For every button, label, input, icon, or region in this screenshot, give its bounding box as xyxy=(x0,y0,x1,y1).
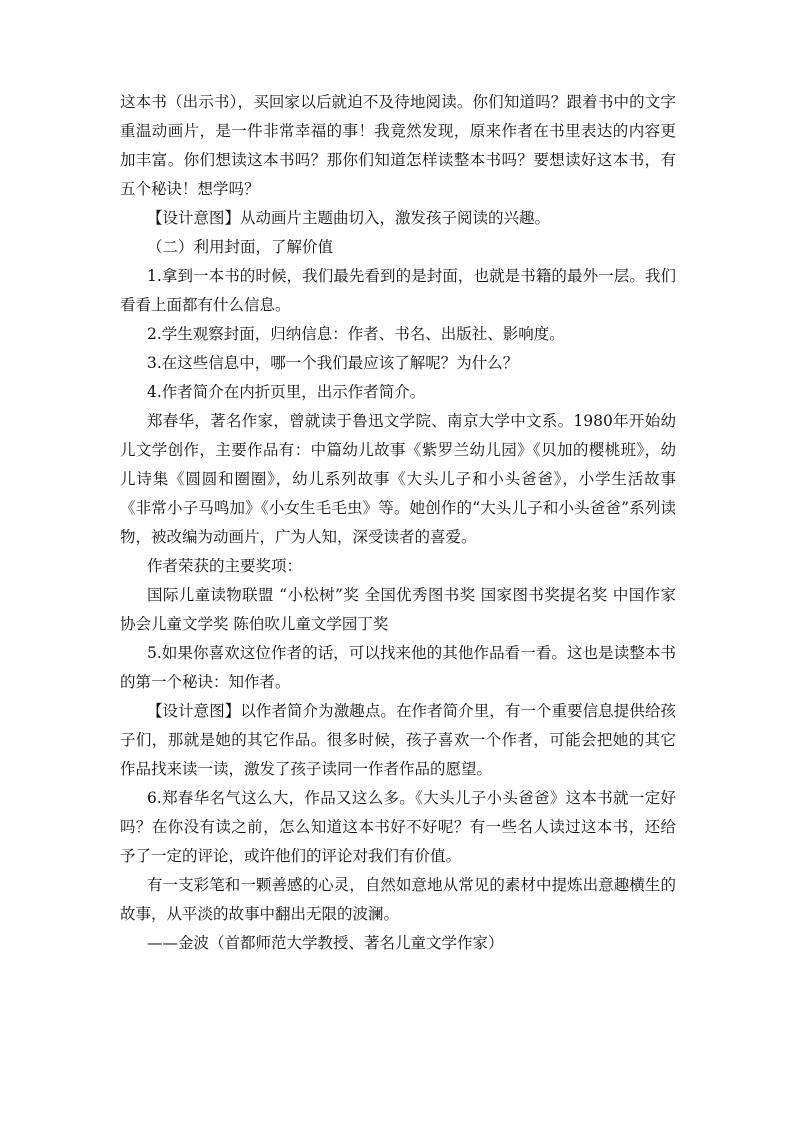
paragraph-awards-list: 国际儿童读物联盟 “小松树”奖 全国优秀图书奖 国家图书奖提名奖 中国作家协会儿童文学奖 陈伯吹儿童文学园丁奖 xyxy=(120,586,676,633)
paragraph-design-intent-1: 【设计意图】从动画片主题曲切入，激发孩子阅读的兴趣。 xyxy=(147,209,551,227)
paragraph-design-intent-2: 【设计意图】以作者简介为激趣点。在作者简介里，有一个重要信息提供给孩子们，那就是她的其它作品。很多时候，孩子喜欢一个作者，可能会把她的其它作品找来读一读，激发了孩子读同一作者作品的愿望。 xyxy=(120,702,676,778)
paragraph-quote-attribution: ——金波（首都师范大学教授、著名儿童文学作家） xyxy=(147,934,504,952)
section-heading-cover: （二）利用封面，了解价值 xyxy=(147,238,334,256)
paragraph-step-1: 1.拿到一本书的时候，我们最先看到的是封面，也就是书籍的最外一层。我们看看上面都有什么信息。 xyxy=(120,267,676,314)
paragraph-step-6: 6.郑春华名气这么大，作品又这么多。《大头儿子小头爸爸》这本书就一定好吗？在你没有读之前，怎么知道这本书好不好呢？有一些名人读过这本书，还给予了一定的评论，或许他们的评论对我们有价值。 xyxy=(120,789,676,865)
paragraph-awards-heading: 作者荣获的主要奖项： xyxy=(147,557,303,575)
paragraph-quote: 有一支彩笔和一颗善感的心灵，自然如意地从常见的素材中提炼出意趣横生的故事，从平淡的故事中翻出无限的波澜。 xyxy=(120,876,676,923)
paragraph-step-5: 5.如果你喜欢这位作者的话，可以找来他的其他作品看一看。这也是读整本书的第一个秘诀：知作者。 xyxy=(120,644,676,691)
paragraph-author-bio: 郑春华，著名作家，曾就读于鲁迅文学院、南京大学中文系。1980年开始幼儿文学创作，主要作品有：中篇幼儿故事《紫罗兰幼儿园》《贝加的樱桃班》，幼儿诗集《圆圆和圈圈》，幼儿系列故事《大头儿子和小头爸爸》，小学生活故事《非常小子马鸣加》《小女生毛毛虫》等。她创作的“大头儿子和小头爸爸”系列读物，被改编为动画片，广为人知，深受读者的喜爱。 xyxy=(120,412,676,546)
document-page xyxy=(120,88,676,958)
paragraph-step-4: 4.作者简介在内折页里，出示作者简介。 xyxy=(147,383,426,401)
paragraph-step-3: 3.在这些信息中，哪一个我们最应该了解呢？为什么？ xyxy=(147,354,519,372)
paragraph-intro: 这本书（出示书），买回家以后就迫不及待地阅读。你们知道吗？跟着书中的文字重温动画片，是一件非常幸福的事！我竟然发现，原来作者在书里表达的内容更加丰富。你们想读这本书吗？那你们知道怎样读整本书吗？要想读好这本书，有五个秘诀！想学吗？ xyxy=(120,93,676,198)
paragraph-step-2: 2.学生观察封面，归纳信息：作者、书名、出版社、影响度。 xyxy=(147,325,565,343)
